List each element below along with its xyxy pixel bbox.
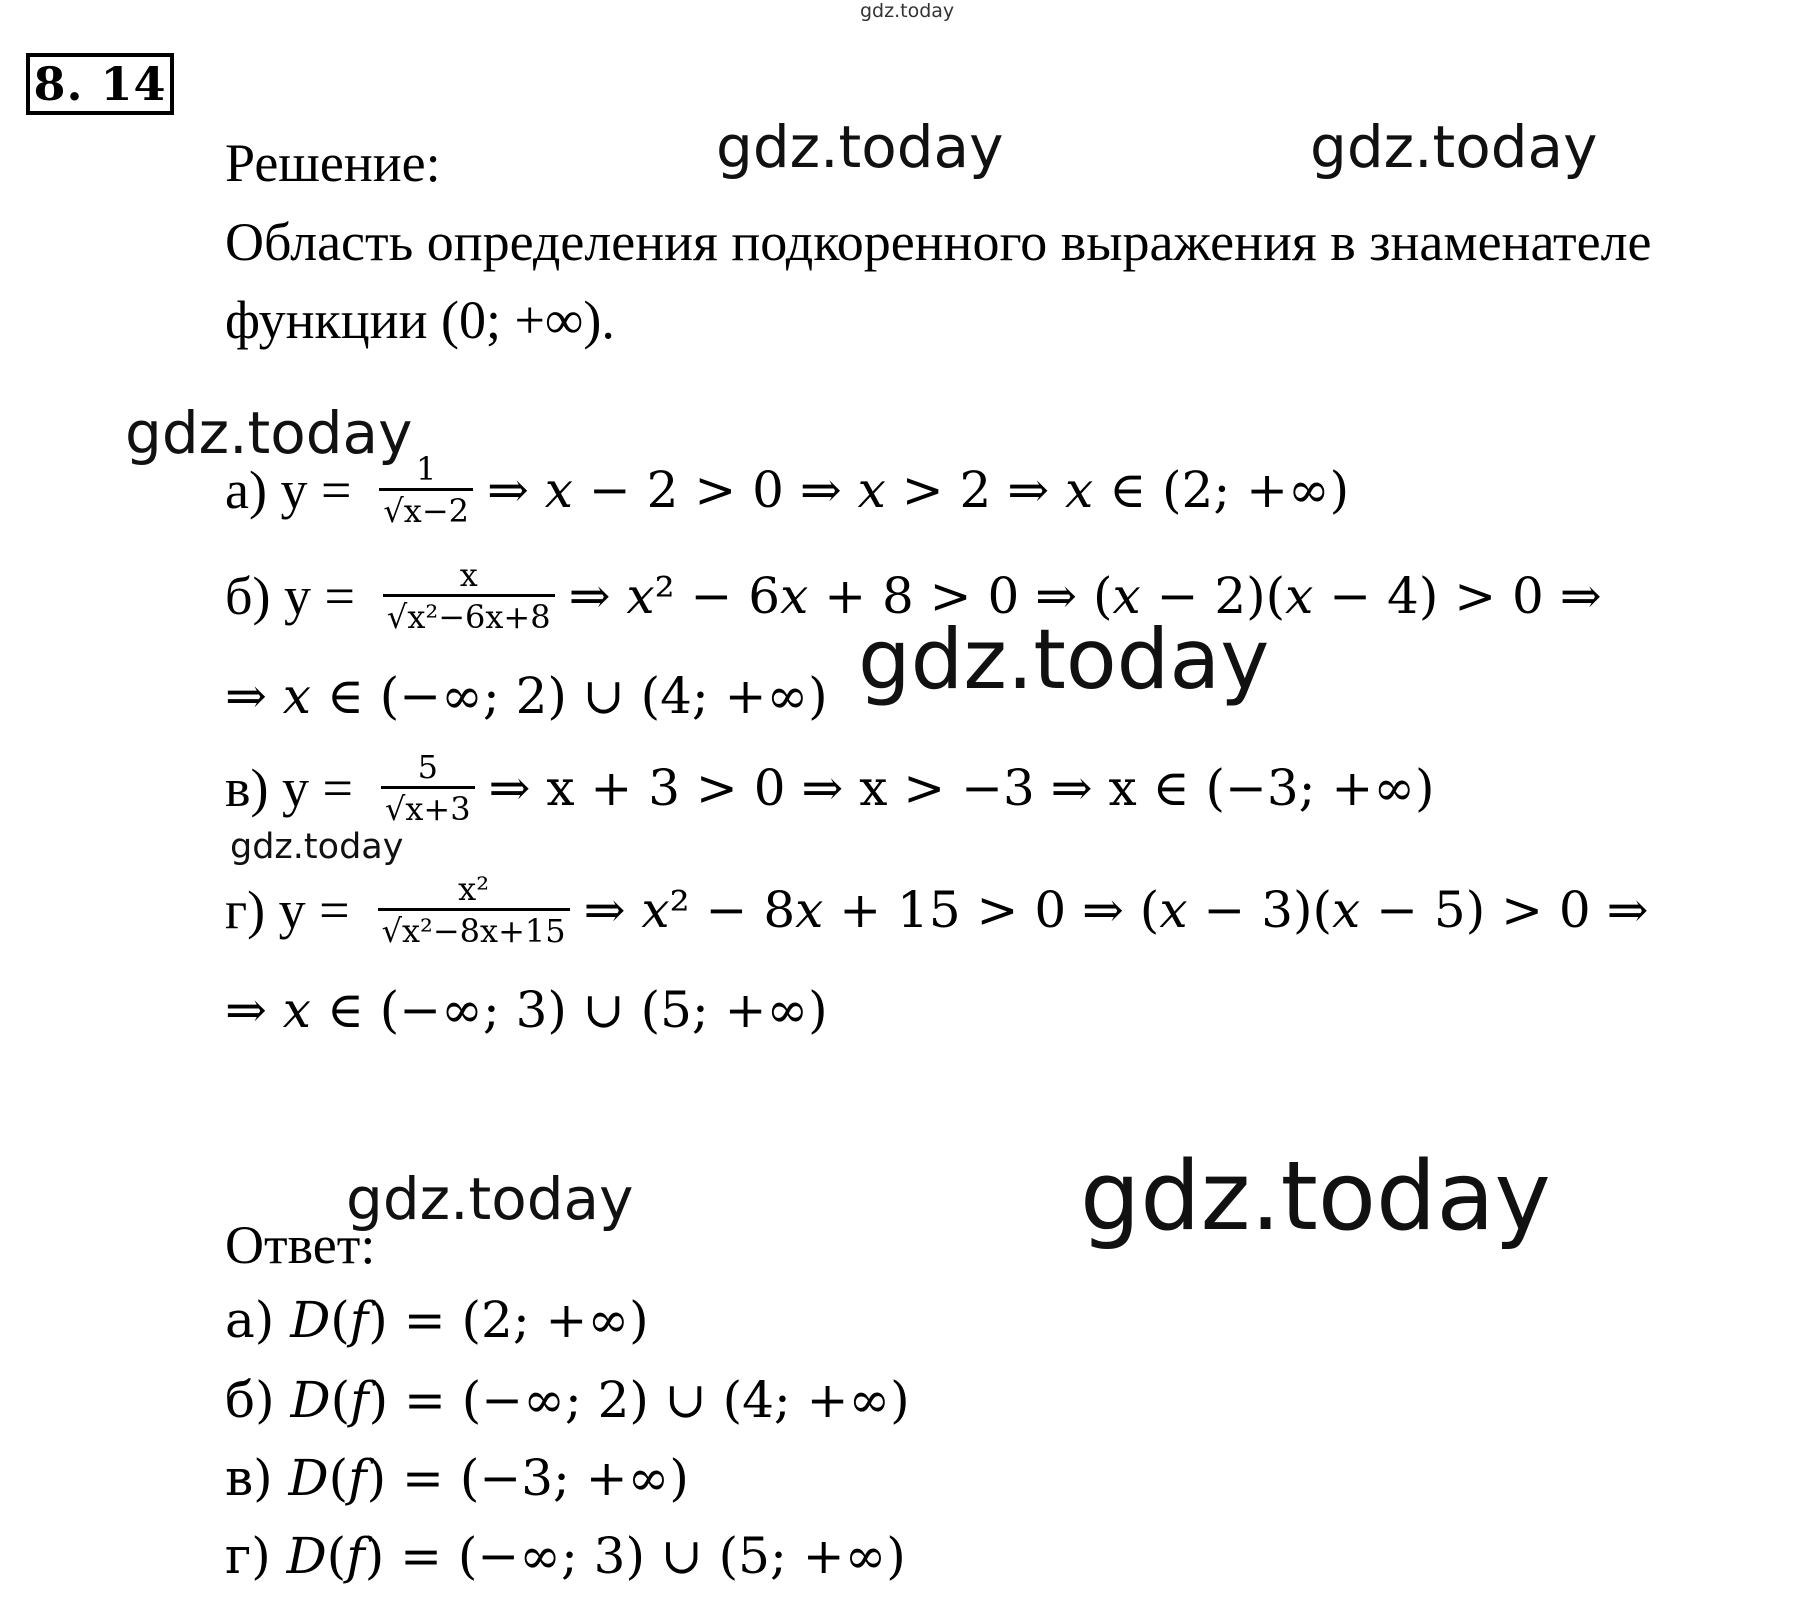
- watermark: gdz.today: [716, 113, 1004, 181]
- item-b: [225, 546, 1602, 646]
- item-g: [225, 860, 1649, 960]
- intro-line-1: Область определения подкоренного выражения в знаменателе: [225, 212, 1652, 272]
- answer-g: [225, 1506, 906, 1606]
- denominator: √x²−6x+8: [383, 594, 555, 636]
- answer-v-text: в) 𝐷(𝑓) = (−3; +∞): [225, 1449, 689, 1507]
- item-v-label: в) y =: [225, 758, 353, 818]
- item-b-result: ⇒ 𝑥 ∈ (−∞; 2) ∪ (4; +∞): [225, 667, 828, 725]
- watermark: gdz.today: [346, 1165, 634, 1233]
- item-a: [225, 440, 1349, 540]
- watermark: gdz.today: [858, 611, 1270, 708]
- item-v: [225, 738, 1434, 838]
- intro-line-2: функции (0; +∞).: [225, 290, 615, 350]
- answer-a-text: а) 𝐷(𝑓) = (2; +∞): [225, 1291, 649, 1349]
- item-g-result: ⇒ 𝑥 ∈ (−∞; 3) ∪ (5; +∞): [225, 981, 828, 1039]
- problem-number: 8. 14: [26, 53, 174, 115]
- numerator: 1: [416, 449, 437, 488]
- denominator: √x+3: [381, 786, 475, 828]
- watermark: gdz.today: [230, 827, 404, 867]
- watermark: gdz.today: [1310, 113, 1598, 181]
- item-b-continuation: [225, 646, 828, 746]
- denominator: √x−2: [379, 488, 473, 530]
- item-g-continuation: [225, 960, 828, 1060]
- answer-b-text: б) 𝐷(𝑓) = (−∞; 2) ∪ (4; +∞): [225, 1371, 910, 1429]
- numerator: 5: [417, 747, 438, 786]
- numerator: x²: [458, 869, 490, 908]
- item-a-derivation: ⇒ 𝑥 − 2 > 0 ⇒ 𝑥 > 2 ⇒ 𝑥 ∈ (2; +∞): [487, 461, 1350, 519]
- denominator: √x²−8x+15: [378, 908, 570, 950]
- item-b-label: б) y =: [225, 566, 355, 626]
- item-v-derivation: ⇒ x + 3 > 0 ⇒ x > −3 ⇒ x ∈ (−3; +∞): [488, 759, 1435, 817]
- item-g-derivation: ⇒ 𝑥² − 8𝑥 + 15 > 0 ⇒ (𝑥 − 3)(𝑥 − 5) > 0 ⇒: [583, 881, 1649, 939]
- fraction: [378, 871, 570, 950]
- solution-heading: Решение:: [225, 133, 441, 193]
- watermark: gdz.today: [1080, 1142, 1551, 1252]
- item-a-label: а) y =: [225, 460, 352, 520]
- answer-g-text: г) 𝐷(𝑓) = (−∞; 3) ∪ (5; +∞): [225, 1527, 906, 1585]
- fraction: [383, 557, 555, 636]
- fraction: [379, 451, 473, 530]
- numerator: x: [459, 555, 478, 594]
- item-b-derivation: ⇒ 𝑥² − 6𝑥 + 8 > 0 ⇒ (𝑥 − 2)(𝑥 − 4) > 0 ⇒: [568, 567, 1602, 625]
- watermark: gdz.today: [125, 399, 413, 467]
- item-g-label: г) y =: [225, 880, 350, 940]
- fraction: [381, 749, 475, 828]
- answer-heading: Ответ:: [225, 1215, 376, 1275]
- watermark-top: gdz.today: [860, 0, 955, 22]
